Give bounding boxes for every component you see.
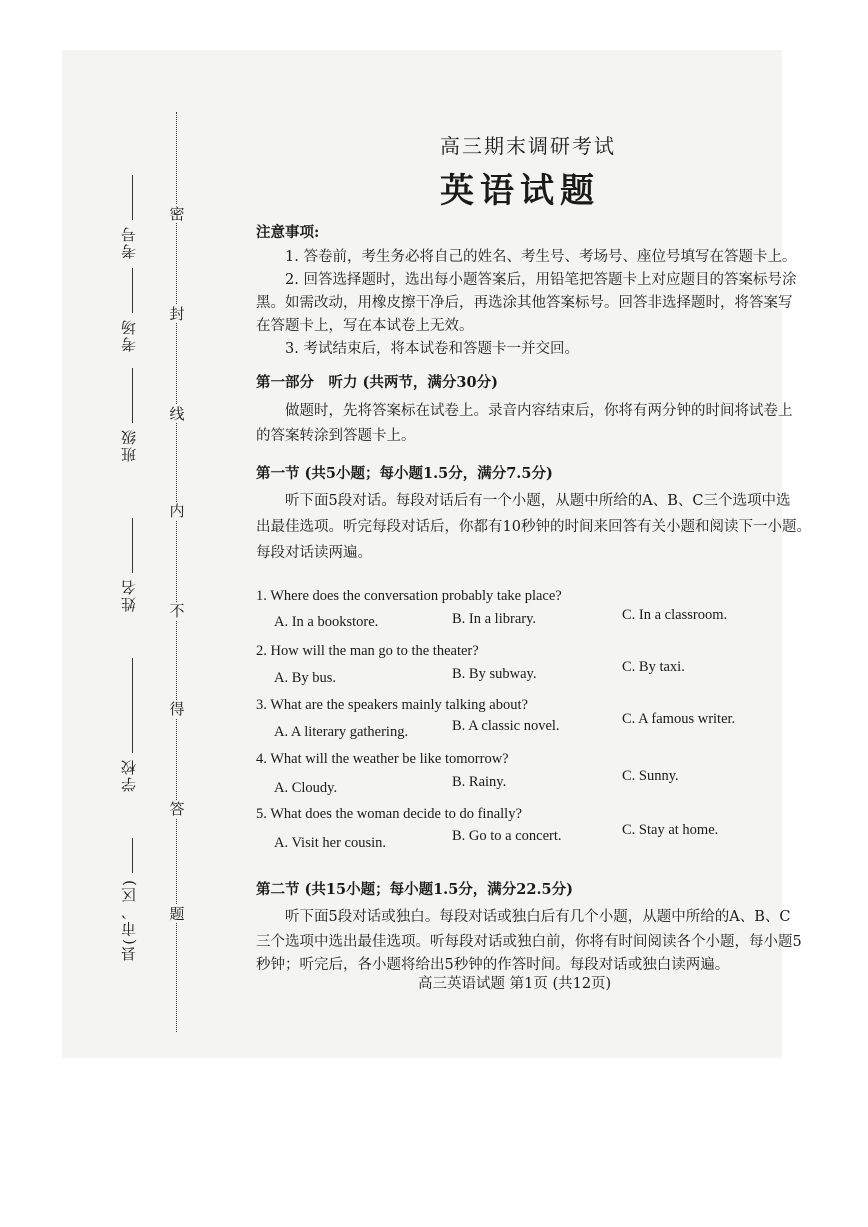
notice-item-3: 3. 考试结束后，将本试卷和答题卡一并交回。 bbox=[285, 341, 579, 357]
field-name bbox=[118, 578, 138, 612]
section1-intro-line-3: 每段对话读两遍。 bbox=[256, 545, 372, 561]
field-exam-room-blank[interactable] bbox=[132, 268, 133, 313]
exam-title: 高三期末调研考试 bbox=[440, 134, 616, 158]
field-county-label: 县(市、区) bbox=[120, 878, 138, 962]
field-name-label: 姓名 bbox=[120, 578, 138, 612]
page-footer: 高三英语试题 第1页 (共12页) bbox=[418, 976, 612, 992]
question-2-option-a: A. By bus. bbox=[274, 670, 337, 686]
field-exam-number bbox=[118, 225, 138, 259]
seal-char-nei: 内 bbox=[169, 502, 185, 520]
question-4-option-a: A. Cloudy. bbox=[274, 780, 338, 796]
seal-char-xian: 线 bbox=[169, 405, 185, 423]
field-exam-number-label: 考号 bbox=[120, 225, 138, 259]
field-school-label: 学校 bbox=[120, 758, 138, 792]
seal-char-ti: 题 bbox=[169, 905, 185, 923]
question-1-option-b: B. In a library. bbox=[452, 611, 537, 627]
part1-intro-line-1: 做题时，先将答案标在试卷上。录音内容结束后，你将有两分钟的时间将试卷上 bbox=[285, 403, 793, 419]
field-exam-number-blank[interactable] bbox=[132, 175, 133, 220]
section1-heading: 第一节 (共5小题；每小题1.5分，满分7.5分) bbox=[256, 465, 553, 482]
field-school-blank[interactable] bbox=[132, 658, 133, 753]
section1-intro-line-1: 听下面5段对话。每段对话后有一个小题，从题中所给的A、B、C三个选项中选 bbox=[285, 493, 791, 509]
question-1-option-c: C. In a classroom. bbox=[622, 607, 728, 623]
question-3-option-a: A. A literary gathering. bbox=[274, 724, 409, 740]
question-5-stem: 5. What does the woman decide to do finally? bbox=[256, 806, 522, 822]
subject-title: 英语试题 bbox=[440, 171, 600, 211]
section2-intro-line-3: 秒钟；听完后，各小题将给出5秒钟的作答时间。每段对话或独白读两遍。 bbox=[256, 957, 730, 973]
section1-intro-line-2: 出最佳选项。听完每段对话后，你都有10秒钟的时间来回答有关小题和阅读下一小题。 bbox=[256, 519, 811, 535]
field-county bbox=[118, 878, 138, 962]
question-5-option-c: C. Stay at home. bbox=[622, 822, 719, 838]
field-class-blank[interactable] bbox=[132, 368, 133, 423]
question-3-option-c: C. A famous writer. bbox=[622, 711, 736, 727]
seal-char-feng: 封 bbox=[169, 305, 185, 323]
notice-item-1: 1. 答卷前，考生务必将自己的姓名、考生号、考场号、座位号填写在答题卡上。 bbox=[285, 249, 797, 265]
field-class-label: 班级 bbox=[120, 428, 138, 462]
question-5-option-b: B. Go to a concert. bbox=[452, 828, 562, 844]
binding-dashed-line bbox=[176, 112, 177, 1032]
question-3-option-b: B. A classic novel. bbox=[452, 718, 560, 734]
field-county-blank[interactable] bbox=[132, 838, 133, 873]
part1-intro-line-2: 的答案转涂到答题卡上。 bbox=[256, 428, 416, 444]
field-school bbox=[118, 758, 138, 792]
seal-char-de: 得 bbox=[169, 700, 185, 718]
question-4-option-c: C. Sunny. bbox=[622, 768, 679, 784]
question-4-stem: 4. What will the weather be like tomorrow? bbox=[256, 751, 509, 767]
seal-char-da: 答 bbox=[169, 800, 185, 818]
field-class bbox=[118, 428, 138, 462]
question-1-stem: 1. Where does the conversation probably take place? bbox=[256, 588, 562, 604]
seal-char-bu: 不 bbox=[169, 602, 185, 620]
question-2-option-b: B. By subway. bbox=[452, 666, 537, 682]
notice-heading: 注意事项: bbox=[256, 224, 320, 241]
section2-intro-line-1: 听下面5段对话或独白。每段对话或独白后有几个小题，从题中所给的A、B、C bbox=[285, 909, 791, 925]
question-3-stem: 3. What are the speakers mainly talking about? bbox=[256, 697, 528, 713]
field-name-blank[interactable] bbox=[132, 518, 133, 573]
field-exam-room bbox=[118, 318, 138, 352]
notice-item-2-line-1: 2. 回答选择题时，选出每小题答案后，用铅笔把答题卡上对应题目的答案标号涂 bbox=[285, 272, 797, 288]
question-2-option-c: C. By taxi. bbox=[622, 659, 685, 675]
question-4-option-b: B. Rainy. bbox=[452, 774, 507, 790]
section2-intro-line-2: 三个选项中选出最佳选项。听每段对话或独白前，你将有时间阅读各个小题，每小题5 bbox=[256, 934, 802, 950]
part1-heading: 第一部分 听力 (共两节，满分30分) bbox=[256, 374, 498, 391]
seal-char-mi: 密 bbox=[169, 205, 185, 223]
notice-item-2-line-3: 在答题卡上，写在本试卷上无效。 bbox=[256, 318, 474, 334]
question-1-option-a: A. In a bookstore. bbox=[274, 614, 379, 630]
question-5-option-a: A. Visit her cousin. bbox=[274, 835, 387, 851]
field-exam-room-label: 考场 bbox=[120, 318, 138, 352]
question-2-stem: 2. How will the man go to the theater? bbox=[256, 643, 479, 659]
section2-heading: 第二节 (共15小题；每小题1.5分，满分22.5分) bbox=[256, 881, 573, 898]
notice-item-2-line-2: 黑。如需改动，用橡皮擦干净后，再选涂其他答案标号。回答非选择题时，将答案写 bbox=[256, 295, 793, 311]
